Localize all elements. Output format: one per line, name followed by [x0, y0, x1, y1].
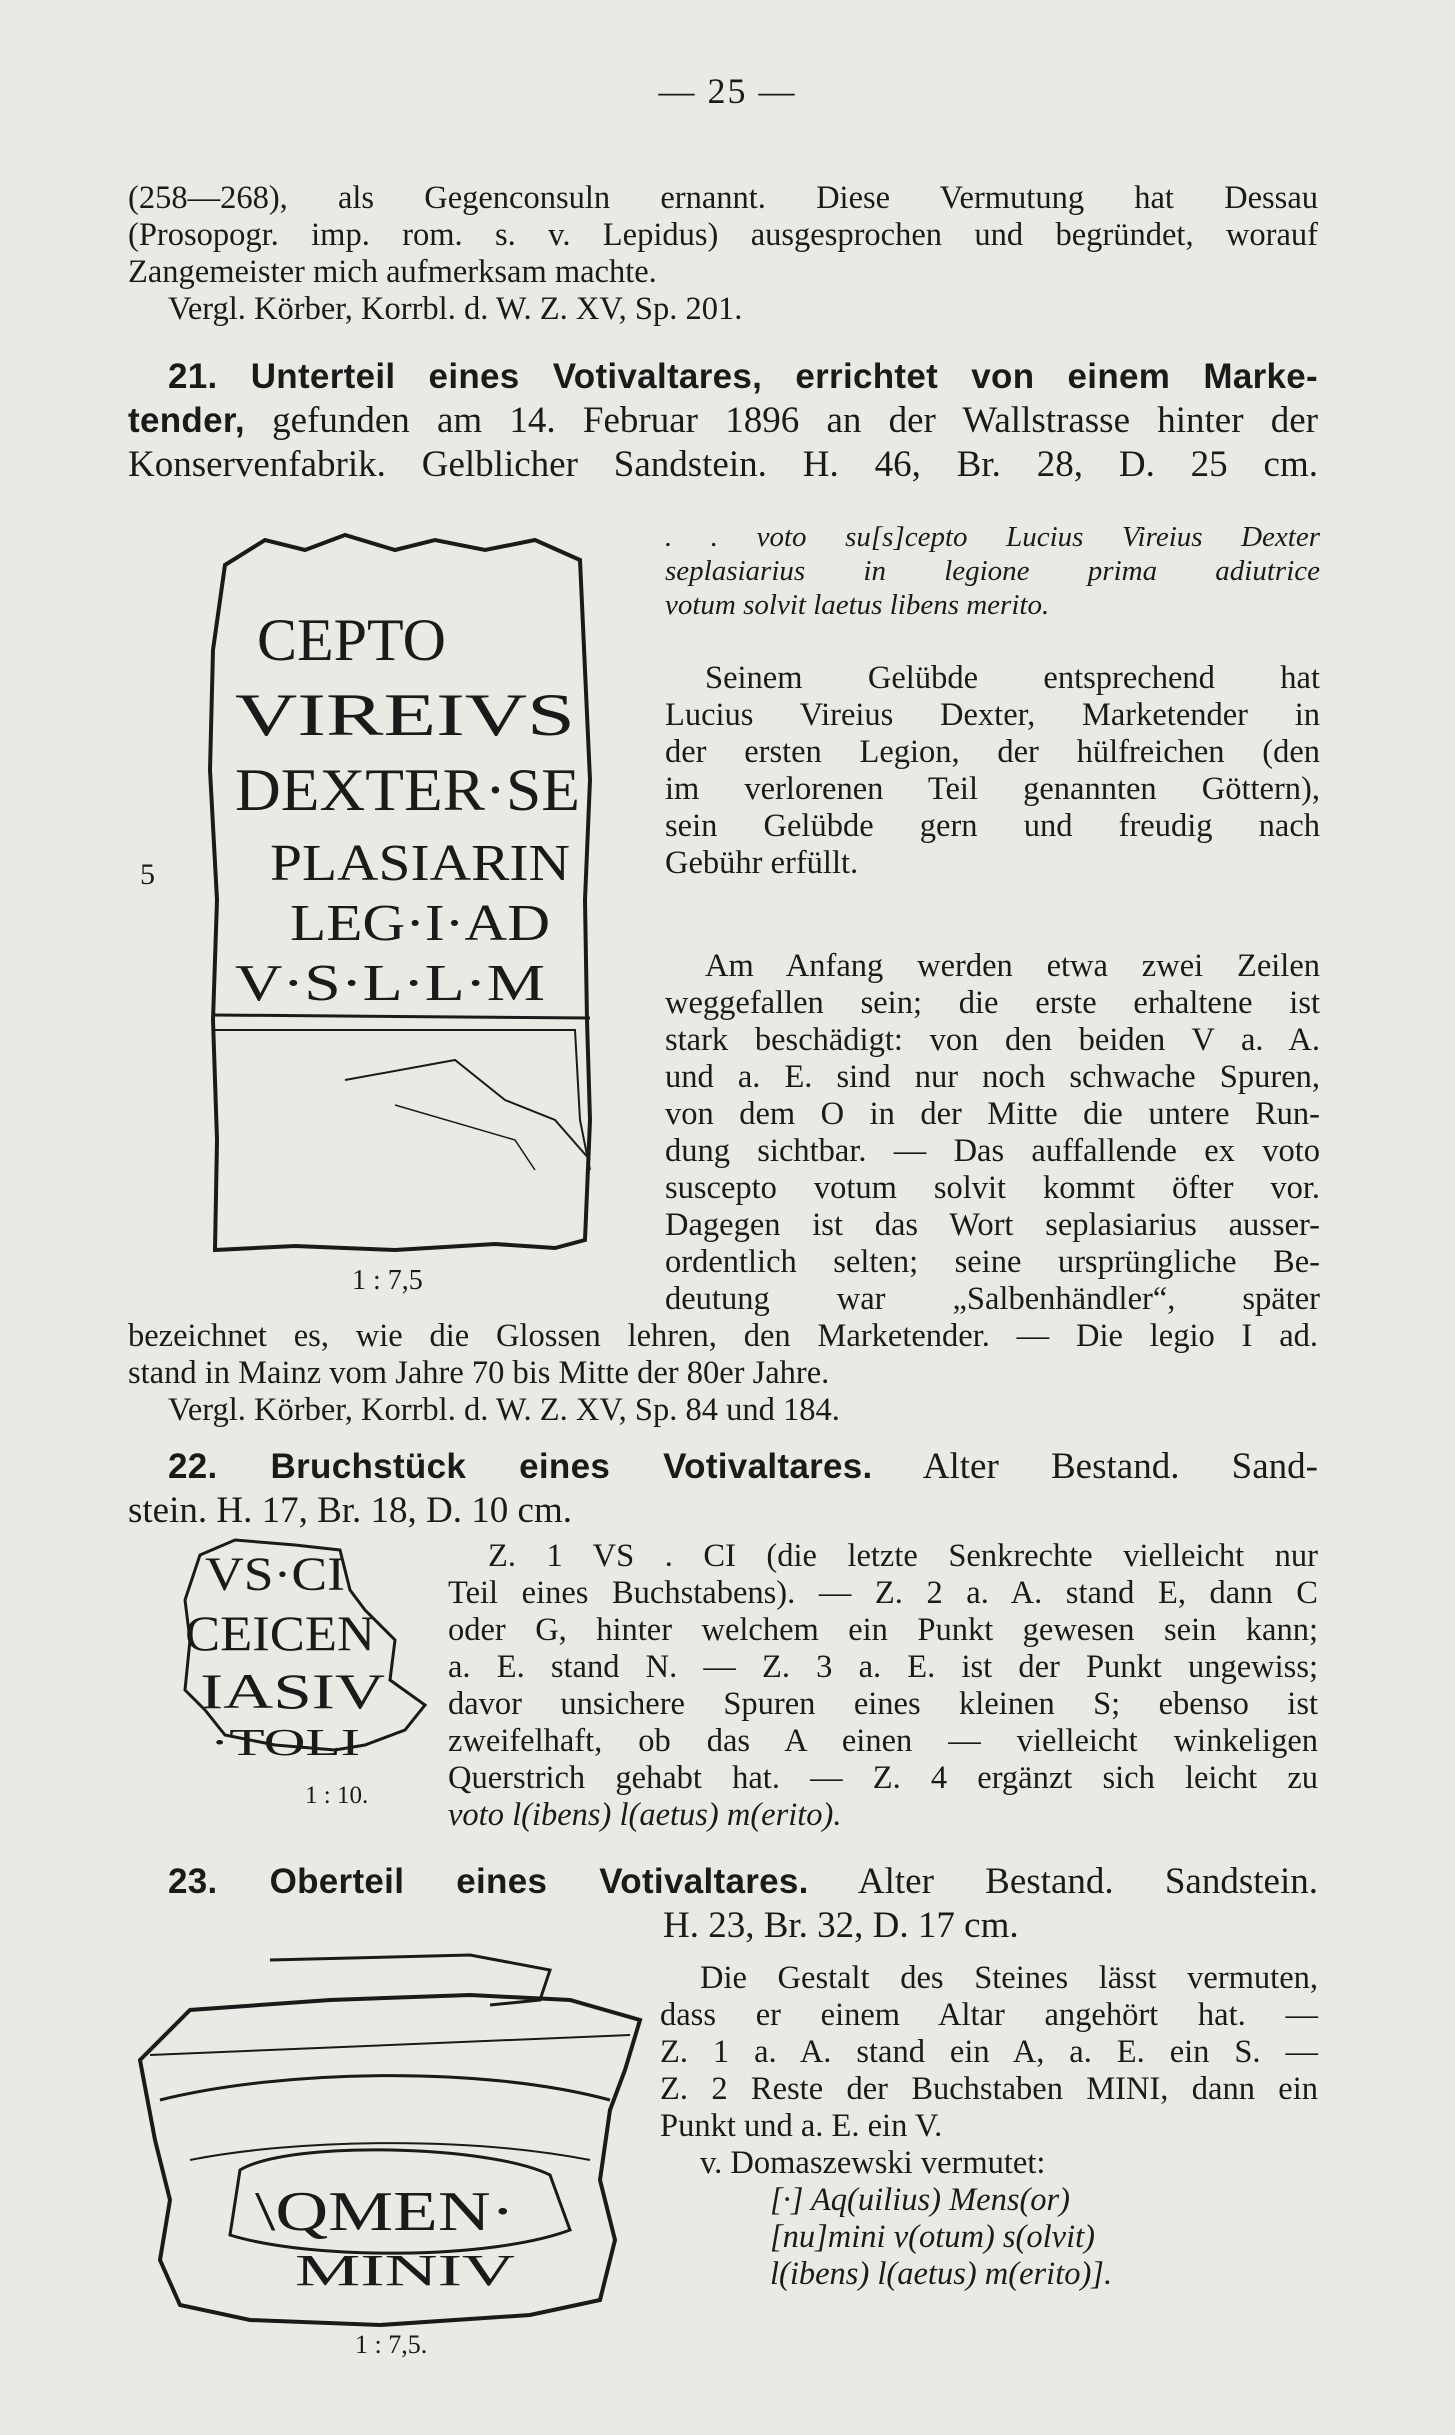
entry21-stone-drawing [195, 520, 615, 1260]
inscription-line: \QMEN· [255, 2181, 515, 2243]
entry23-material: Alter Bestand. Sandstein. [808, 1861, 1318, 1902]
commentary-line: Dagegen ist das Wort seplasiarius ausser- [665, 1207, 1320, 1243]
entry22-dimensions: stein. H. 17, Br. 18, D. 10 cm. [128, 1490, 572, 1531]
reading-line: . . voto su[s]cepto Lucius Vireius Dexter [665, 521, 1320, 553]
commentary-line: Z. 2 Reste der Buchstaben MINI, dann ein [660, 2071, 1318, 2107]
entry21-reading [665, 520, 1320, 622]
conjecture-intro: v. Domaszewski vermutet: [700, 2145, 1046, 2181]
conjecture-line: l(ibens) l(aetus) m(erito)]. [770, 2256, 1113, 2292]
entry23-commentary [660, 1960, 1318, 2293]
entry22-scale: 1 : 10. [305, 1782, 369, 1809]
conjecture-line: [·] Aq(uilius) Mens(or) [770, 2182, 1071, 2218]
entry22-material: Alter Bestand. Sand- [872, 1446, 1318, 1487]
commentary-line: voto l(ibens) l(aetus) m(erito). [448, 1797, 842, 1833]
inscription-line: MINIV [295, 2246, 516, 2295]
page-number: — 25 — [658, 71, 797, 111]
intro-paragraph [128, 180, 1318, 328]
commentary-line: Z. 1 a. A. stand ein A, a. E. ein S. — [660, 2034, 1318, 2070]
commentary-line: deutung war „Salbenhändler“, später [665, 1281, 1320, 1317]
translation-line: sein Gelübde gern und freudig nach [665, 808, 1320, 844]
commentary-line: von dem O in der Mitte die untere Run- [665, 1096, 1320, 1132]
entry21-scale: 1 : 7,5 [352, 1265, 423, 1296]
commentary-line: Am Anfang werden etwa zwei Zeilen [705, 948, 1320, 984]
commentary-line: stark beschädigt: von den beiden V a. A. [665, 1022, 1320, 1058]
entry22-stone-drawing [165, 1530, 435, 1780]
commentary-line: oder G, hinter welchem ein Punkt gewesen sein kann; [448, 1612, 1318, 1648]
commentary-line: davor unsichere Spuren eines kleinen S; ebenso ist [448, 1686, 1318, 1722]
reading-line: votum solvit laetus libens merito. [665, 589, 1050, 621]
commentary-line: dung sichtbar. — Das auffallende ex voto [665, 1133, 1320, 1169]
intro-line: Zangemeister mich aufmerksam machte. [128, 254, 657, 290]
entry23-heading [128, 1860, 1318, 1948]
reading-line: seplasiarius in legione prima adiutrice [665, 555, 1320, 587]
entry23-title: 23. Oberteil eines Votivaltares. [168, 1862, 809, 1901]
commentary-line: ordentlich selten; seine ursprüngliche Be- [665, 1244, 1320, 1280]
inscription-line: V·S·L·L·M [235, 955, 545, 1012]
entry23-dimensions: H. 23, Br. 32, D. 17 cm. [663, 1905, 1019, 1946]
inscription-line: CEPTO [257, 607, 446, 673]
commentary-line: dass er einem Altar angehört hat. — [660, 1997, 1318, 2033]
continuation-line: bezeichnet es, wie die Glossen lehren, den Marketender. — Die legio I ad. [128, 1318, 1318, 1354]
entry21-commentary [665, 948, 1320, 1318]
conjecture-line: [nu]mini v(otum) s(olvit) [770, 2219, 1095, 2255]
entry23-stone-drawing [130, 1940, 650, 2340]
inscription-line: VS·CI [205, 1548, 345, 1601]
entry21-find: gefunden am 14. Februar 1896 an der Wallstrasse hinter der [244, 400, 1318, 441]
entry21-heading [128, 355, 1318, 487]
entry23-scale: 1 : 7,5. [355, 2330, 428, 2359]
entry21-translation [665, 660, 1320, 882]
inscription-line: DEXTER·SE [235, 757, 580, 823]
intro-line: (258—268), als Gegenconsuln ernannt. Diese Vermutung hat Dessau [128, 180, 1318, 216]
entry21-continuation [128, 1318, 1318, 1429]
commentary-line: suscepto votum solvit kommt öfter vor. [665, 1170, 1320, 1206]
commentary-line: Punkt und a. E. ein V. [660, 2108, 943, 2144]
commentary-line: a. E. stand N. — Z. 3 a. E. ist der Punkt ungewiss; [448, 1649, 1318, 1685]
commentary-line: zweifelhaft, ob das A einen — vielleicht winkeligen [448, 1723, 1318, 1759]
intro-reference: Vergl. Körber, Korrbl. d. W. Z. XV, Sp. 201. [168, 291, 743, 327]
commentary-line: Die Gestalt des Steines lässt vermuten, [700, 1960, 1318, 1996]
commentary-line: weggefallen sein; die erste erhaltene ist [665, 985, 1320, 1021]
entry22-title: 22. Bruchstück eines Votivaltares. [168, 1447, 873, 1486]
inscription-line: PLASIARIN [270, 835, 570, 892]
entry22-heading [128, 1445, 1318, 1533]
commentary-line: und a. E. sind nur noch schwache Spuren, [665, 1059, 1320, 1095]
translation-line: Gebühr erfüllt. [665, 845, 859, 881]
entry21-title-cont: tender, [128, 401, 245, 440]
translation-line: Seinem Gelübde entsprechend hat [705, 660, 1320, 696]
entry21-reference: Vergl. Körber, Korrbl. d. W. Z. XV, Sp. 84 und 184. [168, 1392, 840, 1428]
inscription-line: ·TOLI [210, 1722, 360, 1764]
inscription-line: IASIV [200, 1663, 385, 1719]
commentary-line: Z. 1 VS . CI (die letzte Senkrechte vielleicht nur [488, 1538, 1318, 1574]
intro-line: (Prosopogr. imp. rom. s. v. Lepidus) ausgesprochen und begründet, worauf [128, 217, 1318, 253]
translation-line: der ersten Legion, der hülfreichen (den [665, 734, 1320, 770]
entry21-material: Konservenfabrik. Gelblicher Sandstein. H. 46, Br. 28, D. 25 cm. [128, 444, 1318, 485]
entry21-title: 21. Unterteil eines Votivaltares, errichtet von einem Marke- [168, 357, 1318, 396]
inscription-line: VIREIVS [235, 682, 575, 748]
inscription-line: LEG·I·AD [290, 895, 550, 952]
entry22-commentary [448, 1538, 1318, 1834]
commentary-line: Querstrich gehabt hat. — Z. 4 ergänzt sich leicht zu [448, 1760, 1318, 1796]
commentary-line: Teil eines Buchstabens). — Z. 2 a. A. stand E, dann C [448, 1575, 1318, 1611]
continuation-line: stand in Mainz vom Jahre 70 bis Mitte der 80er Jahre. [128, 1355, 830, 1391]
line-number: 5 [140, 858, 155, 891]
translation-line: im verlorenen Teil genannten Göttern), [665, 771, 1320, 807]
inscription-line: CEICEN [185, 1605, 375, 1661]
translation-line: Lucius Vireius Dexter, Marketender in [665, 697, 1320, 733]
